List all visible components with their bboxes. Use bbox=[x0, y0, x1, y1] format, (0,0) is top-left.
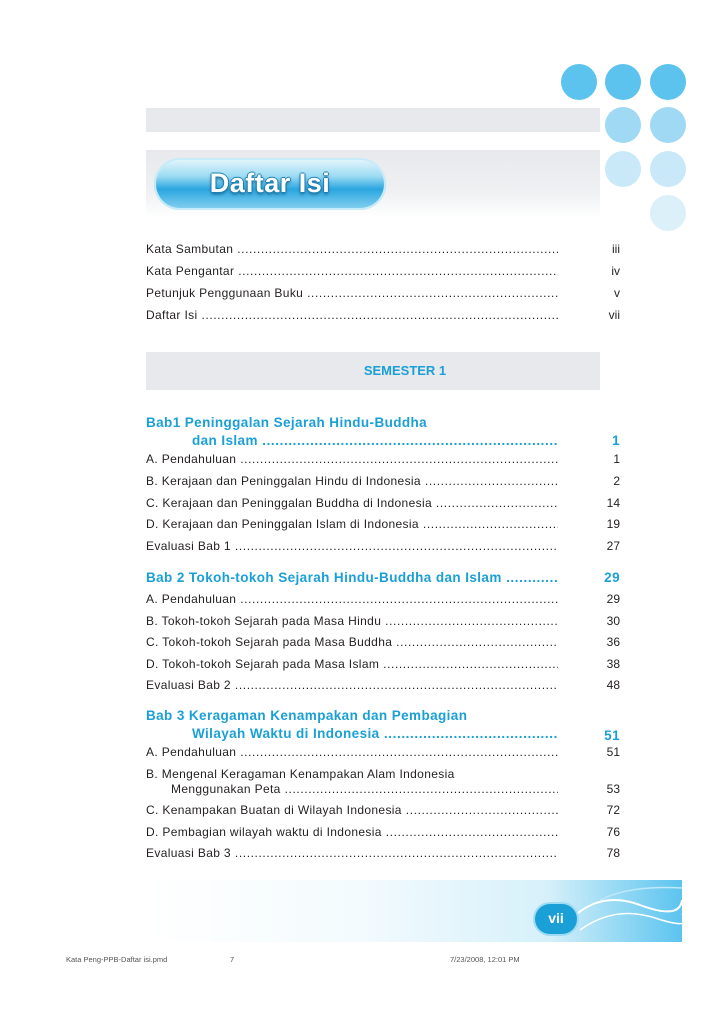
decor-circle bbox=[650, 64, 686, 100]
toc-entry[interactable]: D. Tokoh-tokoh Sejarah pada Masa Islam ..... 38 bbox=[146, 655, 630, 673]
page-number: vii bbox=[548, 910, 564, 926]
chapter-heading[interactable] bbox=[146, 707, 630, 743]
toc-entry[interactable]: B. Kerajaan dan Peninggalan Hindu di Indonesia ..... 2 bbox=[146, 472, 630, 490]
toc-entry[interactable]: Evaluasi Bab 2 ..... 48 bbox=[146, 676, 630, 694]
toc-entry[interactable]: A. Pendahuluan ..... 51 bbox=[146, 743, 630, 761]
toc-entry[interactable]: Evaluasi Bab 3 ..... 78 bbox=[146, 844, 630, 862]
wave-swirl-icon bbox=[560, 880, 682, 942]
chapter-heading[interactable] bbox=[146, 569, 630, 587]
toc-entry[interactable]: Evaluasi Bab 1 ..... 27 bbox=[146, 537, 630, 555]
decor-circle bbox=[650, 151, 686, 187]
toc-entry[interactable]: A. Pendahuluan ..... 29 bbox=[146, 590, 630, 608]
decor-circle bbox=[650, 195, 686, 231]
decor-circle bbox=[605, 107, 641, 143]
toc-entry[interactable]: C. Kerajaan dan Peninggalan Buddha di Indonesia ..... 14 bbox=[146, 494, 630, 512]
chapter-title: Bab 2 Tokoh-tokoh Sejarah Hindu-Buddha dan Islam ..... bbox=[146, 569, 558, 587]
chapter-title: Bab 3 Keragaman Kenampakan dan Pembagian bbox=[146, 708, 468, 723]
chapter-title: dan Islam ..... bbox=[146, 432, 558, 450]
footer-page: 7 bbox=[230, 955, 235, 964]
decor-circle bbox=[561, 64, 597, 100]
toc-entry[interactable]: C. Tokoh-tokoh Sejarah pada Masa Buddha ..... 36 bbox=[146, 633, 630, 651]
toc-entry[interactable]: C. Kenampakan Buatan di Wilayah Indonesia ..... 72 bbox=[146, 801, 630, 819]
decor-circle bbox=[650, 107, 686, 143]
semester-label: SEMESTER 1 bbox=[363, 363, 447, 378]
chapter-page: 29 bbox=[604, 570, 620, 585]
footer-datetime: 7/23/2008, 12:01 PM bbox=[450, 955, 520, 964]
footer-filename: Kata Peng-PPB-Daftar isi.pmd bbox=[66, 955, 168, 964]
header-bar bbox=[146, 108, 600, 132]
toc-entry[interactable]: D. Pembagian wilayah waktu di Indonesia ..... 76 bbox=[146, 823, 630, 841]
chapter-title: Bab1 Peninggalan Sejarah Hindu-Buddha bbox=[146, 415, 428, 430]
chapter-title: Wilayah Waktu di Indonesia ..... bbox=[146, 725, 558, 743]
chapter-page: 1 bbox=[612, 433, 620, 448]
chapter-page: 51 bbox=[604, 728, 620, 743]
toc-entry[interactable]: D. Kerajaan dan Peninggalan Islam di Indonesia ..... 19 bbox=[146, 515, 630, 533]
toc-entry[interactable]: B. Mengenal Keragaman Kenampakan Alam Indonesia Menggunakan Peta ..... 53 bbox=[146, 765, 630, 801]
toc-entry[interactable]: A. Pendahuluan ..... 1 bbox=[146, 450, 630, 468]
toc-entry[interactable]: Petunjuk Penggunaan Buku ..... v bbox=[146, 284, 630, 302]
semester-bar bbox=[146, 352, 600, 390]
decor-circle bbox=[605, 151, 641, 187]
decor-circle bbox=[605, 64, 641, 100]
page-title: Daftar Isi bbox=[209, 168, 331, 198]
toc-entry[interactable]: Kata Sambutan ..... iii bbox=[146, 240, 630, 258]
page-badge bbox=[535, 904, 577, 934]
toc-entry[interactable]: Kata Pengantar ..... iv bbox=[146, 262, 630, 280]
toc-entry[interactable]: B. Tokoh-tokoh Sejarah pada Masa Hindu ..... 30 bbox=[146, 612, 630, 630]
chapter-heading[interactable] bbox=[146, 414, 630, 450]
title-badge bbox=[154, 158, 386, 210]
toc-entry[interactable]: Daftar Isi ..... vii bbox=[146, 306, 630, 324]
